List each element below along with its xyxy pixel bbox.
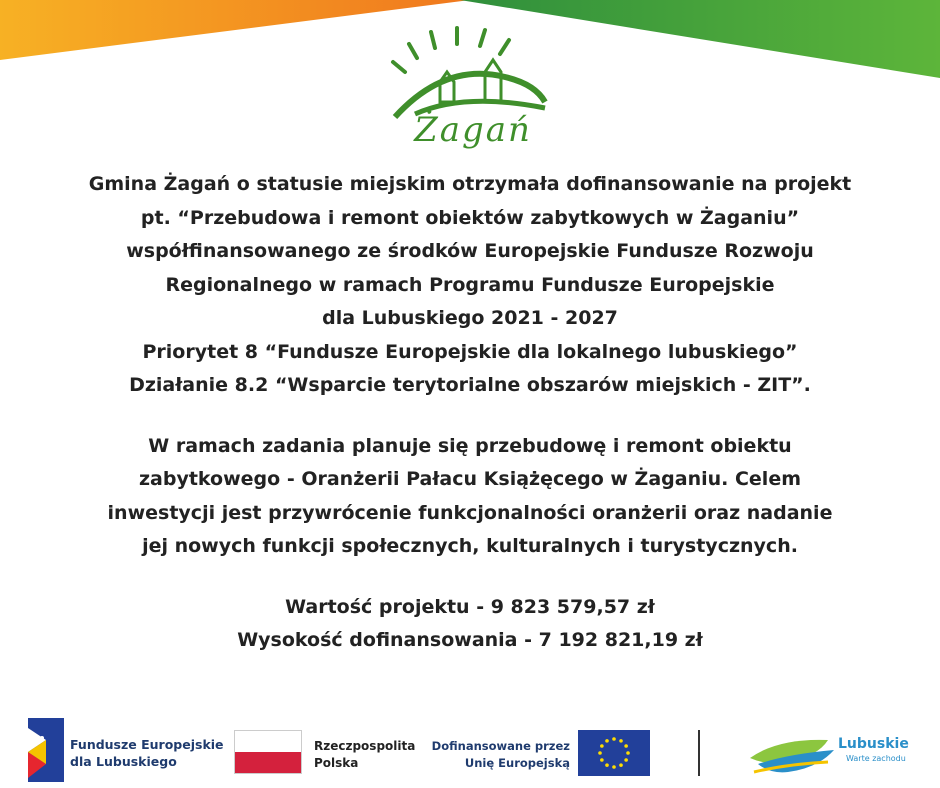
eu-flag-icon [578,730,650,776]
eu-star-icon [624,744,628,748]
text-line: pt. “Przebudowa i remont obiektów zabytkowych w Żaganiu” [140,206,800,229]
eu-text [420,738,570,772]
divider [698,730,700,776]
lubuskie-logo-icon [748,728,838,780]
eu-star-icon [600,758,604,762]
project-value: Wartość projektu - 9 823 579,57 zł [285,595,655,618]
text-line: współfinansowanego ze środków Europejskie Fundusze Rozwoju [126,240,814,262]
poland-flag-icon [234,730,302,774]
logo-wordmark: Żagań [414,110,532,150]
main-text [10,168,930,658]
rp-line2: Polska [314,756,359,770]
funding-value: Wysokość dofinansowania - 7 192 821,19 zł [237,629,703,651]
text-line: zabytkowego - Oranżerii Pałacu Książęcego w Żaganiu. Celem [138,468,801,490]
rp-line1: Rzeczpospolita [314,739,416,753]
lubuskie-tagline: Warte zachodu [846,754,906,763]
eu-line2: Unię Europejską [464,756,570,770]
eu-star-icon [624,758,628,762]
lubuskie-name: Lubuskie [838,736,909,752]
text-line: Priorytet 8 “Fundusze Europejskie dla lokalnego lubuskiego” [142,340,798,363]
fe-line2: dla Lubuskiego [70,754,177,769]
eu-star-icon [612,737,616,741]
eu-star-icon [600,744,604,748]
eu-star-icon [619,739,623,743]
fe-line1: Fundusze Europejskie [70,737,224,752]
text-line: dla Lubuskiego 2021 - 2027 [322,307,618,329]
fe-lubuskie-logo-icon [24,718,64,782]
text-line: Regionalnego w ramach Programu Fundusze Europejskie [165,273,775,296]
eu-star-icon [612,765,616,769]
paragraph-scope [10,430,930,564]
eu-star-icon [605,739,609,743]
paragraph-funding [10,168,930,403]
eu-line1: Dofinansowane przez [431,739,570,753]
eu-star-icon [605,763,609,767]
rp-text [314,738,415,772]
fe-lubuskie-text [70,736,224,770]
eu-star-icon [598,751,602,755]
text-line: Gmina Żagań o statusie miejskim otrzymała dofinansowanie na projekt [88,173,852,195]
text-line: jej nowych funkcji społecznych, kulturalnych i turystycznych. [142,535,798,557]
paragraph-values [10,591,930,658]
eu-star-icon [626,751,630,755]
text-line: Działanie 8.2 “Wsparcie terytorialne obszarów miejskich - ZIT”. [129,374,811,396]
text-line: inwestycji jest przywrócenie funkcjonalności oranżerii oraz nadanie [107,501,833,524]
footer-logos [0,712,940,788]
text-line: W ramach zadania planuje się przebudowę i remont obiektu [148,434,792,457]
eu-star-icon [619,763,623,767]
